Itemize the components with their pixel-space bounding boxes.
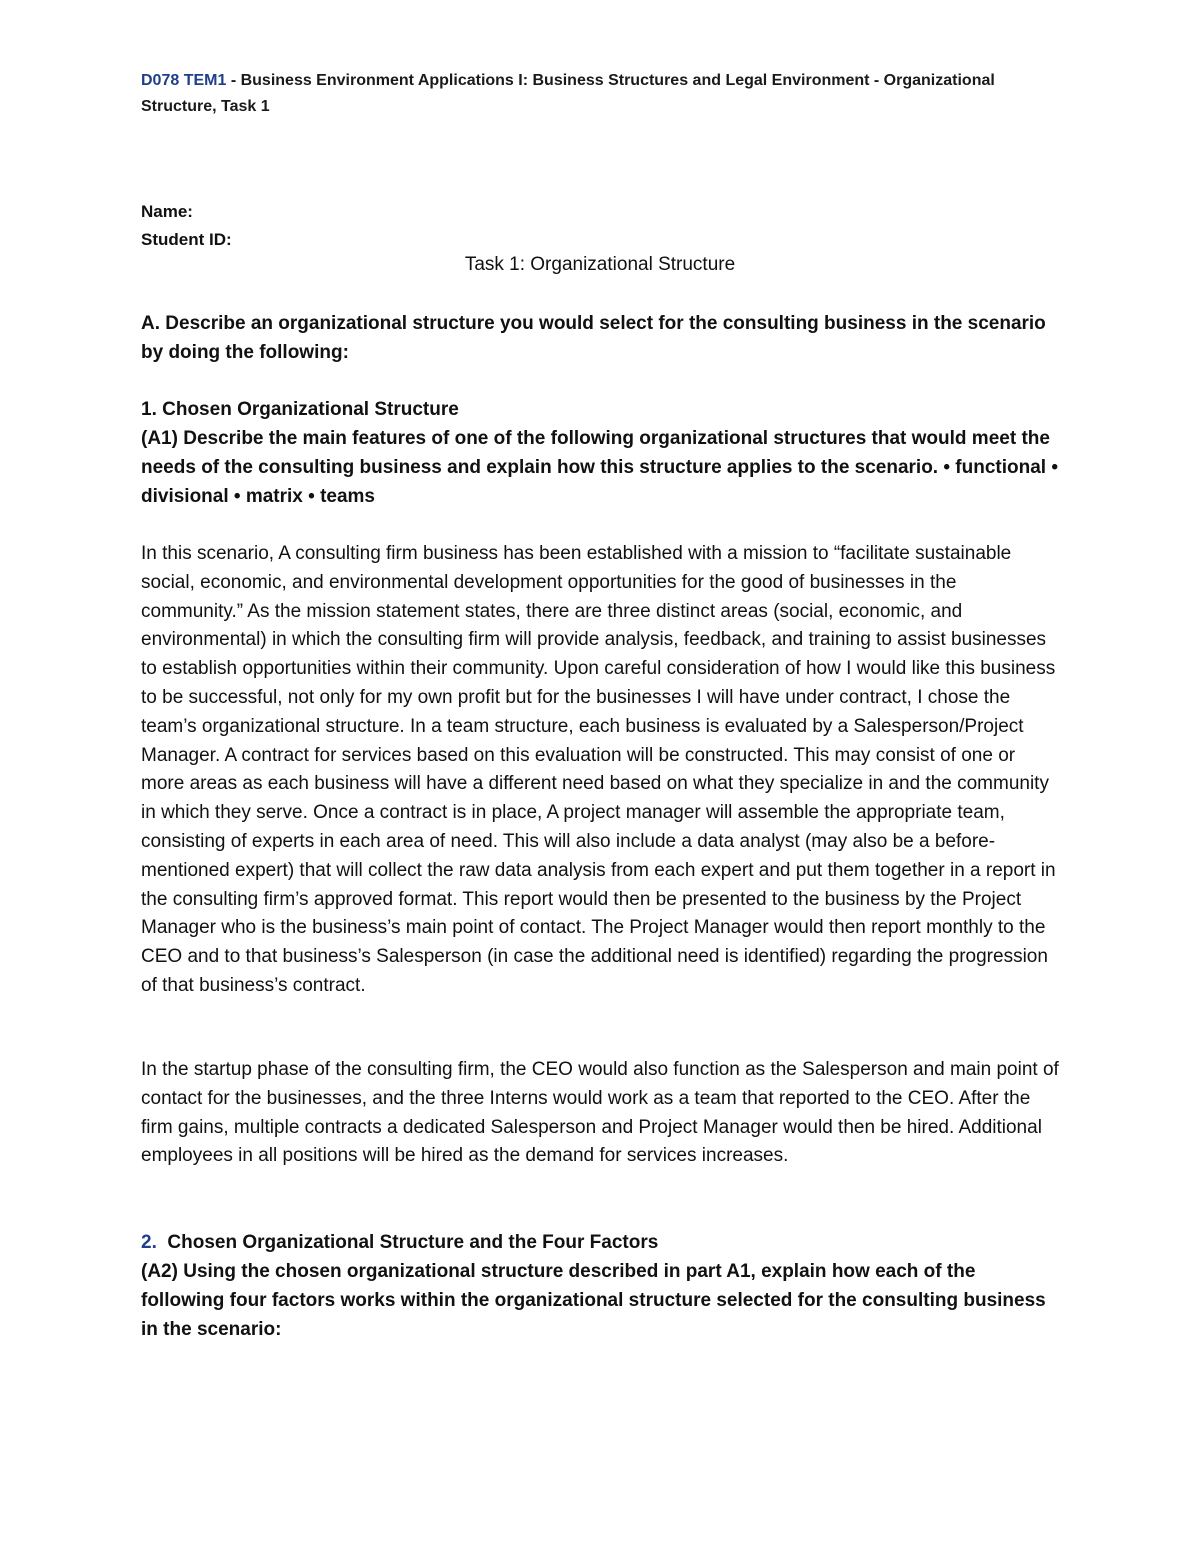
section-2-prompt: (A2) Using the chosen organizational structure described in part A1, explain how each of the following four factors works within the organizational structure selected for the consulting business in the scenario: xyxy=(141,1261,1046,1340)
section-a-prompt: A. Describe an organizational structure you would select for the consulting business in the scenario by doing the following: xyxy=(141,313,1046,363)
section-2-heading xyxy=(141,1229,1061,1258)
section-2-number: 2. xyxy=(141,1232,157,1253)
section-2-heading-text: Chosen Organizational Structure and the Four Factors xyxy=(156,1232,659,1253)
header-title: - Business Environment Applications I: Business Structures and Legal Environment - Organizational Structure, Task 1 xyxy=(141,72,995,115)
course-code: D078 TEM1 xyxy=(141,72,227,89)
student-id-label: Student ID: xyxy=(141,230,232,249)
answer-paragraph-2: In the startup phase of the consulting firm, the CEO would also function as the Salesperson and main point of contact for the businesses, and the three Interns would work as a team that reported to the CEO. After the firm gains, multiple contracts a dedicated Salesperson and Project Manager would then be hired. Additional employees in all positions will be hired as the demand for services increases. xyxy=(141,1059,1059,1167)
name-label: Name: xyxy=(141,202,193,221)
section-1-heading: 1. Chosen Organizational Structure xyxy=(141,399,459,420)
document-header xyxy=(141,68,1041,120)
section-1-prompt: (A1) Describe the main features of one of the following organizational structures that would meet the needs of the consulting business and explain how this structure applies to the scenario. • functional • divisional • matrix • teams xyxy=(141,428,1059,507)
task-title: Task 1: Organizational Structure xyxy=(464,254,736,275)
student-info xyxy=(141,198,232,254)
answer-paragraph-1: In this scenario, A consulting firm business has been established with a mission to “facilitate sustainable social, economic, and environmental development opportunities for the good of businesses in the community.” As the mission statement states, there are three distinct areas (social, economic, and environmental) in which the consulting firm will provide analysis, feedback, and training to assist businesses to establish opportunities within their community. Upon careful consideration of how I would like this business to be successful, not only for my own profit but for the businesses I will have under contract, I chose the team’s organizational structure. In a team structure, each business is evaluated by a Salesperson/Project Manager. A contract for services based on this evaluation will be constructed. This may consist of one or more areas as each business will have a different need based on what they specialize in and the community in which they serve. Once a contract is in place, A project manager will assemble the appropriate team, consisting of experts in each area of need. This will also include a data analyst (may also be a before-mentioned expert) that will collect the raw data analysis from each expert and put them together in a report in the consulting firm’s approved format. This report would then be presented to the business by the Project Manager who is the business’s main point of contact. The Project Manager would then report monthly to the CEO and to that business’s Salesperson (in case the additional need is identified) regarding the progression of that business’s contract. xyxy=(141,543,1056,996)
